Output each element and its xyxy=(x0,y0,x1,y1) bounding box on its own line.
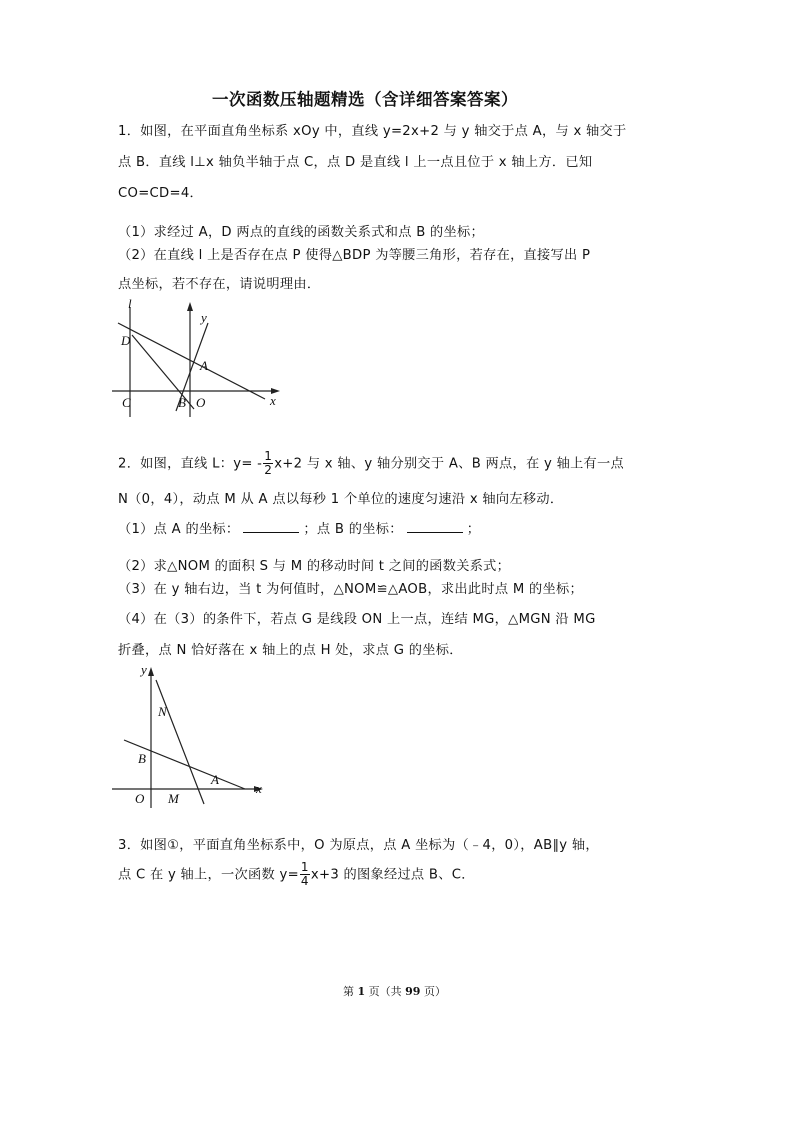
q1-part2b: 点坐标，若不存在，请说明理由． xyxy=(118,277,321,292)
q2-part4b: 折叠，点 N 恰好落在 x 轴上的点 H 处，求点 G 的坐标． xyxy=(118,643,463,658)
q2-part1-b: ；点 B 的坐标： xyxy=(303,522,403,537)
q2-fraction xyxy=(263,450,273,477)
label-x: x xyxy=(256,781,262,796)
y-axis-arrow-icon xyxy=(148,667,154,676)
label-A: A xyxy=(211,772,219,787)
answer-blank-b xyxy=(407,520,463,533)
q1-line1: 1．如图，在平面直角坐标系 xOy 中，直线 y=2x+2 与 y 轴交于点 A，与 x 轴交于 xyxy=(118,124,627,139)
q1-line2: 点 B．直线 l⊥x 轴负半轴于点 C，点 D 是直线 l 上一点且位于 x 轴上方．已知 xyxy=(118,155,593,170)
q3-line2-post: x+3 的图象经过点 B、C． xyxy=(310,867,475,883)
footer-post: 页） xyxy=(420,985,446,998)
label-A: A xyxy=(200,358,208,373)
q2-part2: （2）求△NOM 的面积 S 与 M 的移动时间 t 之间的函数关系式； xyxy=(118,559,511,574)
q3-frac-num: 1 xyxy=(300,860,309,874)
line-NM xyxy=(156,680,204,804)
q2-part4a: （4）在（3）的条件下，若点 G 是线段 ON 上一点，连结 MG，△MGN 沿 MG xyxy=(118,612,596,627)
q1-figure xyxy=(110,295,290,420)
q2-part3: （3）在 y 轴右边，当 t 为何值时，△NOM≌△AOB，求出此时点 M 的坐标； xyxy=(118,582,583,597)
label-O: O xyxy=(196,395,206,410)
footer-total-pages: 99 xyxy=(405,985,421,998)
page-title: 一次函数压轴题精选（含详细答案答案） xyxy=(212,90,518,109)
label-D: D xyxy=(121,333,131,348)
q3-line1: 3．如图①，平面直角坐标系中，O 为原点，点 A 坐标为（﹣4，0），AB∥y 轴， xyxy=(118,838,599,853)
y-axis-arrow-icon xyxy=(187,302,193,311)
q2-line1-post: x+2 与 x 轴、y 轴分别交于 A、B 两点，在 y 轴上有一点 xyxy=(274,456,625,472)
footer-mid: 页（共 xyxy=(365,985,406,998)
footer-pre: 第 xyxy=(343,985,358,998)
page-footer xyxy=(343,983,446,999)
q2-frac-num: 1 xyxy=(264,449,273,463)
label-l: l xyxy=(128,296,132,311)
answer-blank-a xyxy=(243,520,299,533)
q3-fraction xyxy=(300,861,310,888)
q3-line2 xyxy=(118,861,475,888)
footer-page-number: 1 xyxy=(357,985,366,998)
label-x: x xyxy=(270,393,276,408)
q2-frac-den: 2 xyxy=(264,463,273,477)
q2-part1-c: ； xyxy=(466,522,481,537)
q2-figure xyxy=(110,658,280,810)
q2-line1 xyxy=(118,450,624,477)
line-AD xyxy=(118,323,265,399)
q2-part1 xyxy=(118,518,480,537)
q2-part1-a: （1）点 A 的坐标： xyxy=(118,522,240,537)
label-y: y xyxy=(201,310,207,325)
label-C: C xyxy=(122,395,131,410)
q2-line2: N（0，4），动点 M 从 A 点以每秒 1 个单位的速度匀速沿 x 轴向左移动． xyxy=(118,492,564,507)
label-B: B xyxy=(138,751,146,766)
q3-line2-pre: 点 C 在 y 轴上，一次函数 y= xyxy=(118,867,299,883)
q2-line1-pre: 2．如图，直线 L：y= - xyxy=(118,456,263,472)
label-N: N xyxy=(158,704,167,719)
label-y: y xyxy=(141,662,147,677)
q3-frac-den: 4 xyxy=(300,874,309,888)
label-M: M xyxy=(168,791,179,806)
label-O: O xyxy=(135,791,145,806)
label-B: B xyxy=(178,395,186,410)
q1-part2a: （2）在直线 l 上是否存在点 P 使得△BDP 为等腰三角形，若存在，直接写出 P xyxy=(118,248,591,263)
q1-line3: CO=CD=4． xyxy=(118,186,204,201)
q1-part1: （1）求经过 A，D 两点的直线的函数关系式和点 B 的坐标； xyxy=(118,225,484,240)
